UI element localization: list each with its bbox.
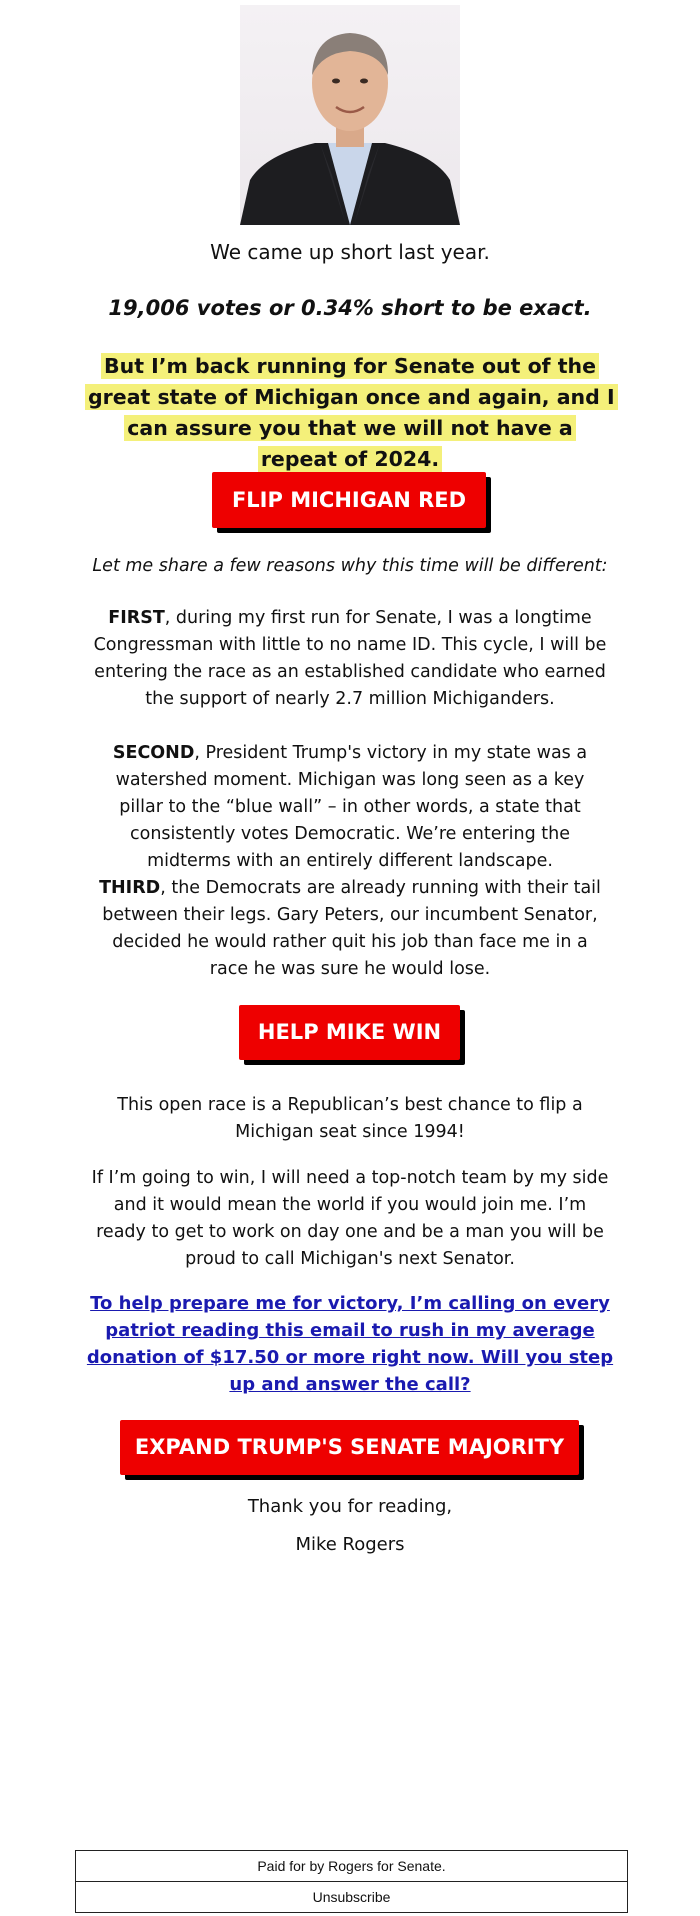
unsubscribe-link[interactable]: Unsubscribe: [76, 1881, 627, 1912]
signature: Mike Rogers: [295, 1534, 405, 1555]
reason-second: [85, 740, 615, 875]
closing-text: Thank you for reading,: [247, 1496, 453, 1517]
reasons-intro: Let me share a few reasons why this time will be different:: [92, 556, 608, 576]
reason-first-text: , during my first run for Senate, I was a longtime Congressman with little to no name ID. This cycle, I will be entering the race as an established candidate who earned the support of nearly 2.7 million Michiganders.: [93, 608, 607, 709]
highlight-paragraph: [85, 351, 615, 475]
help-mike-win-button[interactable]: HELP MIKE WIN: [239, 1005, 460, 1060]
flip-michigan-red-button[interactable]: FLIP MICHIGAN RED: [212, 472, 486, 528]
footer-box: [75, 1850, 628, 1913]
team-text: If I’m going to win, I will need a top-notch team by my side and it would mean the world if you would join me. I’m ready to get to work on day one and be a man you will be proud to call Michigan's next Senator.: [91, 1168, 609, 1269]
paid-for-disclaimer: Paid for by Rogers for Senate.: [257, 1858, 446, 1874]
open-race-text: This open race is a Republican’s best chance to flip a Michigan seat since 1994!: [117, 1095, 583, 1142]
reason-third-label: THIRD: [99, 878, 161, 898]
reason-third-text: , the Democrats are already running with their tail between their legs. Gary Peters, our incumbent Senator, decided he would rather quit his job than face me in a race he was sure he would lose.: [102, 878, 601, 979]
reason-second-label: SECOND: [112, 743, 195, 763]
reason-second-text: , President Trump's victory in my state was a watershed moment. Michigan was long seen as a key pillar to the “blue wall” – in other words, a state that consistently votes Democratic. We’re entering the midterms with an entirely different landscape.: [115, 743, 588, 871]
reason-first-label: FIRST: [108, 608, 165, 628]
expand-senate-majority-button[interactable]: EXPAND TRUMP'S SENATE MAJORITY: [120, 1420, 579, 1475]
lead-text: We came up short last year.: [210, 240, 490, 264]
vote-margin-text: 19,006 votes or 0.34% short to be exact.: [108, 296, 592, 320]
reason-third: [85, 875, 615, 983]
candidate-portrait-icon: [240, 5, 460, 225]
candidate-photo: [240, 5, 460, 225]
highlight-text: But I’m back running for Senate out of the great state of Michigan once and again, and I can assure you that we will not have a repeat of 2024.: [85, 353, 618, 472]
donation-ask-link[interactable]: To help prepare me for victory, I’m calling on every patriot reading this email to rush in my average donation of $17.50 or more right now. Will you step up and answer the call?: [86, 1293, 614, 1395]
reason-first: [85, 605, 615, 713]
